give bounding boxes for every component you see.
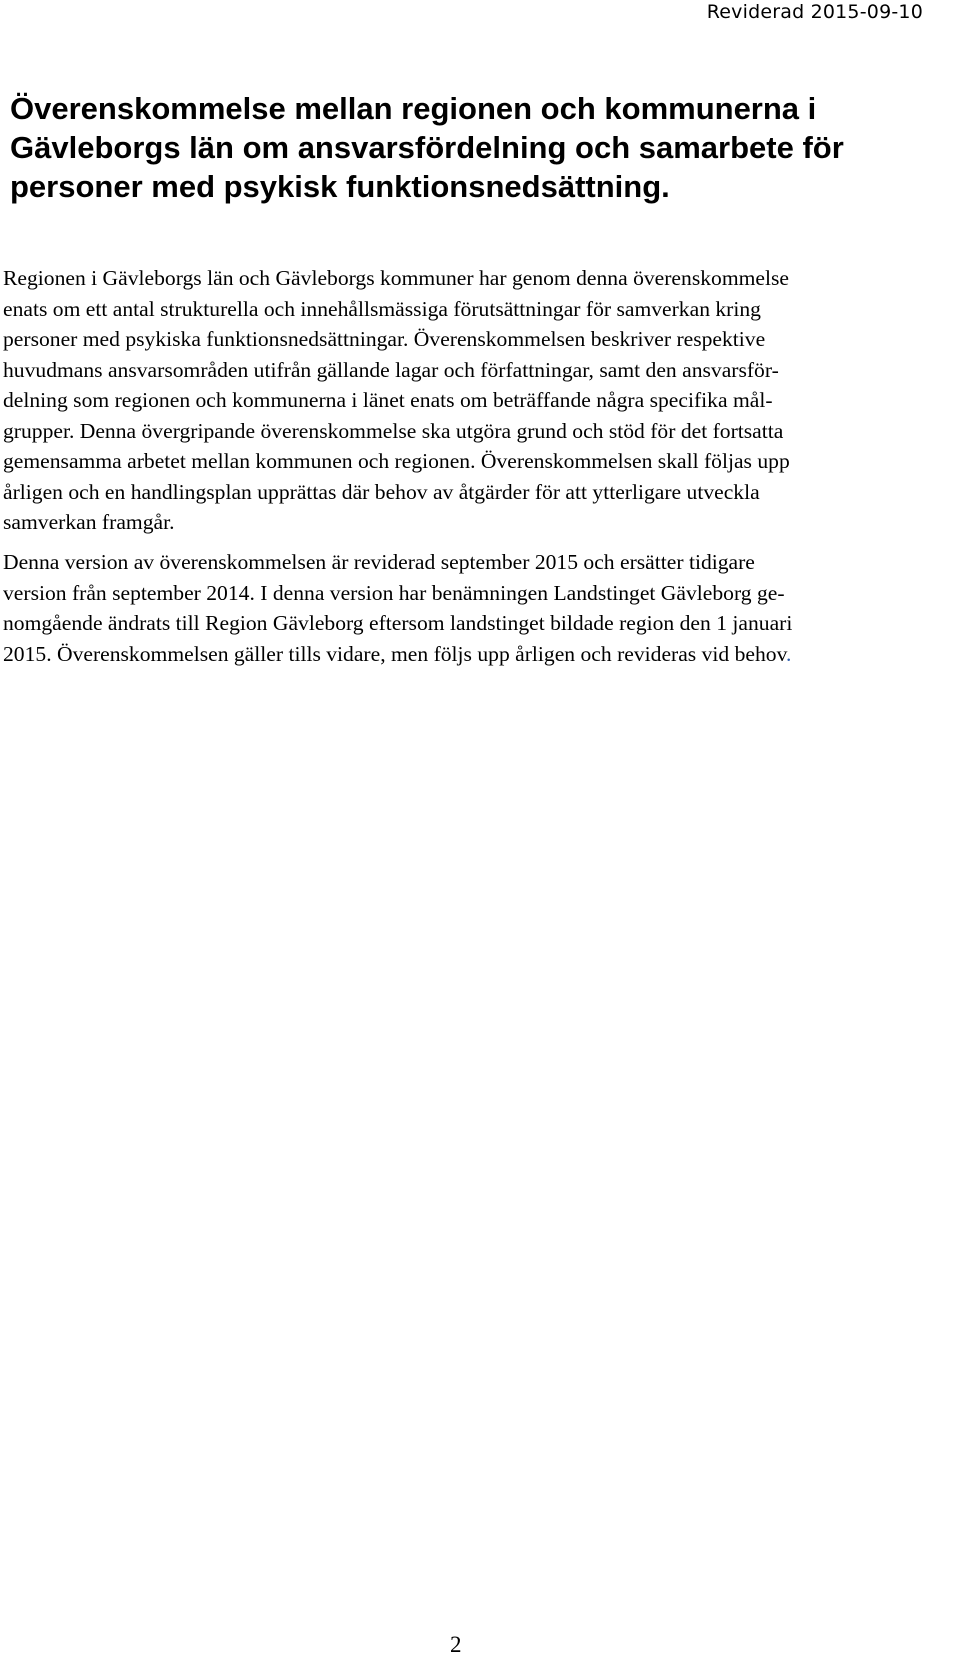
trailing-period: . <box>785 641 792 666</box>
revision-date: Reviderad 2015-09-10 <box>706 1 923 23</box>
paragraph-line: samverkan framgår. <box>3 510 175 534</box>
paragraph-line: version från september 2014. I denna version har benämningen Landstinget Gävleborg ge- <box>3 580 785 605</box>
paragraph-line: grupper. Denna övergripande överenskommelse ska utgöra grund och stöd för det fortsatta <box>3 418 784 443</box>
intro-paragraph <box>3 263 953 538</box>
title-line: personer med psykisk funktionsnedsättning. <box>10 169 670 204</box>
title-line: Överenskommelse mellan regionen och kommunerna i <box>10 91 817 126</box>
revision-paragraph <box>3 547 953 669</box>
page-number: 2 <box>450 1632 462 1657</box>
document-title <box>10 89 940 206</box>
paragraph-line: nomgående ändrats till Region Gävleborg eftersom landstinget bildade region den 1 januari <box>3 611 793 635</box>
paragraph-line: årligen och en handlingsplan upprättas där behov av åtgärder för att ytterligare utveckla <box>3 479 760 504</box>
paragraph-line-text: 2015. Överenskommelsen gäller tills vidare, men följs upp årligen och revideras vid behov <box>3 641 786 666</box>
paragraph-line <box>3 639 953 670</box>
paragraph-line: huvudmans ansvarsområden utifrån gällande lagar och författningar, samt den ansvarsför- <box>3 357 779 382</box>
paragraph-line: gemensamma arbetet mellan kommunen och regionen. Överenskommelsen skall följas upp <box>3 449 790 473</box>
paragraph-line: personer med psykiska funktionsnedsättningar. Överenskommelsen beskriver respektive <box>3 327 766 351</box>
paragraph-line: Denna version av överenskommelsen är reviderad september 2015 och ersätter tidigare <box>3 550 755 574</box>
paragraph-line: delning som regionen och kommunerna i länet enats om beträffande några specifika mål- <box>3 388 773 412</box>
paragraph-line: Regionen i Gävleborgs län och Gävleborgs kommuner har genom denna överenskommelse <box>3 266 789 290</box>
paragraph-line: enats om ett antal strukturella och innehållsmässiga förutsättningar för samverkan kring <box>3 296 761 321</box>
title-line: Gävleborgs län om ansvarsfördelning och samarbete för <box>10 130 844 165</box>
